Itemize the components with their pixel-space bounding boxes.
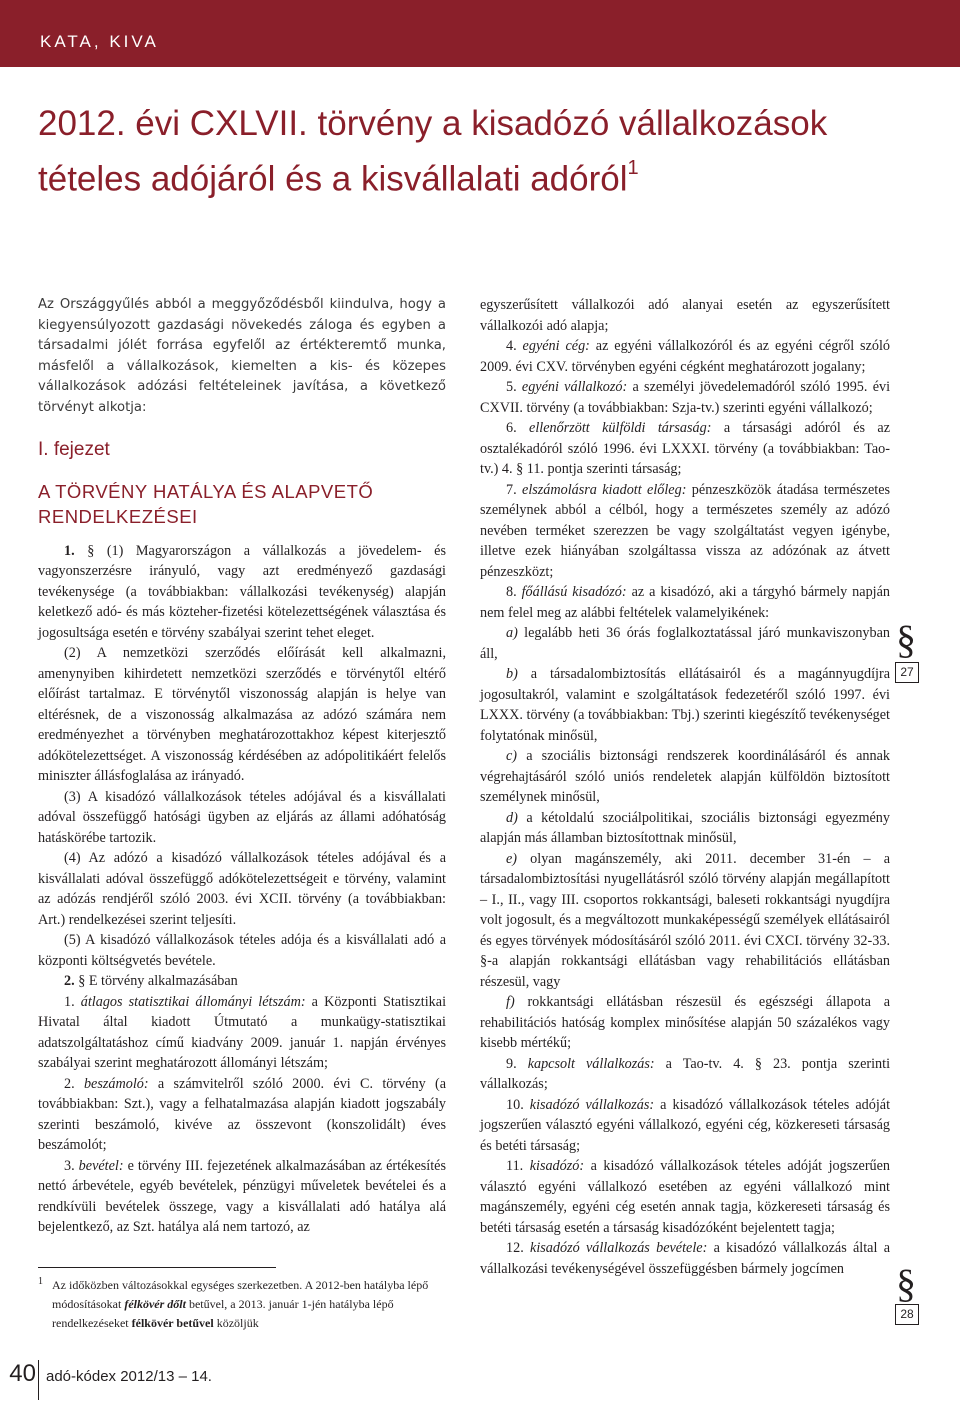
definition-term: kisadózó vállalkozás bevétele:: [530, 1240, 708, 1256]
definition-number: 4.: [506, 338, 517, 354]
definition-text: a kisadózó vállalkozás által a vállalkozási tevékenységével összefüggésben bármely jogcímen: [480, 1240, 891, 1277]
definition-12: [480, 1238, 890, 1279]
definition-text: e törvény III. fejezetének alkalmazásában az értékesítés nettó árbevétele, egyéb bevételek, pénzügyi műveletek bevételei és a rendkívüli bevételek összege, vagy a kisvállalati adó hatálya alá bejelentkező, az Szt. hatálya alá nem tartozó, az: [38, 1157, 446, 1235]
definition-text: a Központi Statisztikai Hivatal által kiadott Útmutató a munkaügy-statisztikai adatszolgáltatáshoz című kiadvány 2009. január 1. napján érvényes szabályai szerint meghatározott állományi létszám;: [38, 993, 447, 1071]
section-2-intro: [38, 971, 446, 992]
definition-text: a Tao-tv. 4. § 23. pontja szerinti vállalkozás;: [480, 1055, 891, 1092]
condition-letter: b): [506, 666, 518, 682]
definition-number: 10.: [506, 1096, 524, 1113]
definition-number: 3.: [64, 1157, 75, 1174]
definition-9: [480, 1054, 890, 1095]
definition-text: az egyéni vállalkozóról és az egyéni cégről szóló 2009. évi CXV. törvényben egyéni cégként meghatározott jogalany;: [480, 338, 891, 375]
footnote-mark: 1: [38, 1276, 43, 1287]
footer-divider: [38, 1360, 39, 1400]
left-column: [38, 295, 446, 1238]
section-number: 1.: [64, 542, 75, 559]
section-label: KATA, KIVA: [40, 32, 159, 51]
section-number: 2.: [64, 973, 75, 989]
margin-section-number: 28: [895, 1304, 919, 1325]
condition-text: a társadalombiztosítás ellátásairól és a magánnyugdíjra jogosultakról, valamint e szolgáltatások fedezetéről szóló 1997. évi LXXX. törvény (a továbbiakban: Tbj.) szerinti kiegészítő tevékenységet folytatónak minősül,: [480, 666, 890, 744]
right-column: [480, 295, 890, 1279]
definition-1: [38, 992, 446, 1074]
definition-text: az a kisadózó, aki a tárgyhó bármely napján nem felel meg az alábbi feltételek valamelyikének:: [480, 584, 890, 621]
document-title: [38, 100, 918, 204]
definition-term: kisadózó:: [529, 1158, 585, 1174]
definition-term: egyéni vállalkozó:: [521, 379, 628, 395]
definition-number: 7.: [506, 481, 517, 498]
footnote-bold-italic: félkövér dőlt: [124, 1297, 186, 1311]
definition-2: [38, 1074, 446, 1156]
condition-c: [480, 746, 890, 808]
footnote-bold: félkövér betűvel: [131, 1316, 214, 1330]
condition-a: [480, 623, 890, 664]
footnote-separator: [38, 1267, 276, 1268]
definition-number: 1.: [64, 993, 75, 1010]
definition-number: 6.: [506, 420, 517, 436]
footnote: [38, 1276, 446, 1333]
paragraph-text: § (1) Magyarországon a vállalkozás a jövedelem- és vagyonszerzésre irányuló, vagy azt eredményező gazdasági tevékenysége (a továbbiakban: vállalkozási tevékenység) alapján keletkező adó- és más közteher-fizetési kötelezettségének választása és jogosultsága esetén e törvény szabályai szerint tehet eleget.: [38, 542, 446, 641]
footnote-text-part: Az időközben változásokkal egységes szerkezetben. A 2012-ben hatályba lépő módosításokat: [52, 1278, 429, 1311]
definition-term: bevétel:: [78, 1157, 124, 1174]
definition-term: kisadózó vállalkozás:: [529, 1096, 655, 1113]
condition-letter: a): [506, 625, 518, 641]
condition-text: a kétoldalú szociálpolitikai, szociális biztonsági egyezmény alapján más államban biztosítottnak minősül,: [480, 809, 890, 846]
definition-number: 9.: [506, 1055, 517, 1072]
section-1-para-2: (2) A nemzetközi szerződés előírását kell alkalmazni, amenynyiben kihirdetett nemzetközi szerződés e törvénytől eltérő előírást tartalmaz. E törvénytől viszonosság alapján is helye van eltérésnek, de a viszonosság alkalmazása az adózó számára nem eredményezhet a törvényben meghatározottakhoz képest kiterjesztő adókötelezettséget. A viszonosság kérdésében az adópolitikáért felelős miniszter állásfoglalása az irányadó.: [38, 645, 446, 784]
definition-11: [480, 1156, 890, 1238]
footnote-text: [52, 1276, 446, 1333]
section-1-para-5: (5) A kisadózó vállalkozások tételes adója és a kisvállalati adó a központi költségvetés bevétele.: [38, 932, 446, 969]
condition-text: a szociális biztonsági rendszerek koordinálásáról és annak végrehajtásáról szóló uniós rendeletek alapján külföldön biztosított személynek minősül,: [480, 748, 891, 805]
definition-3: [38, 1156, 446, 1238]
header-bar: [0, 0, 960, 67]
definition-term: kapcsolt vállalkozás:: [527, 1055, 655, 1072]
definition-8: [480, 582, 890, 623]
definition-term: egyéni cég:: [522, 338, 590, 354]
condition-letter: d): [506, 809, 518, 826]
preamble: Az Országgyűlés abból a meggyőződésből kiindulva, hogy a kiegyensúlyozott gazdasági növekedés záloga és egyben a társadalmi jólét forrása egyfelől az értékteremtő munka, másfelől a vállalkozások, kiemelten a kis- és közepes vállalkozások adózási feltételeinek javítása, a következő törvényt alkotja:: [38, 297, 446, 415]
condition-b: [480, 664, 890, 746]
definition-text: pénzeszközök átadása természetes személynek abból a célból, hogy a természetes személy az adózó nevében terméket szerezzen be vagy szolgáltatást vegyen igénybe, illetve ezek hiányában szolgáltassa vissza az adózónak az átvett pénzeszközt;: [480, 481, 891, 580]
definition-number: 5.: [506, 379, 517, 395]
definition-10: [480, 1095, 890, 1157]
condition-e: [480, 849, 890, 993]
definition-text: a számvitelről szóló 2000. évi C. törvény (a továbbiakban: Szt.), vagy a felhatalmazása alapján kiadott jogszabály szerinti beszámoló, kivéve az összevont (konszolidált) éves beszámolót;: [38, 1075, 447, 1153]
condition-f: [480, 992, 890, 1054]
section-mark-icon: §: [896, 1261, 916, 1306]
definition-6: [480, 418, 890, 480]
definition-7: [480, 480, 890, 583]
definition-text: a kisadózó vállalkozások tételes adóját jogszerűen választó egyéni vállalkozó esetében az egyéni vállalkozó mint magánszemély, egyéni cég esetén annak tagja, közkereseti társaság és betéti társaság esetén a társaság kisadózóként bejelentett tagja;: [480, 1158, 891, 1236]
definition-5: [480, 377, 890, 418]
definition-term: ellenőrzött külföldi társaság:: [529, 420, 712, 436]
section-mark-icon: §: [896, 617, 916, 662]
section-1-para-3: (3) A kisadózó vállalkozások tételes adójával és a kisvállalati adóval összefüggő hatósági ügyben az eljárás az állami adóhatóság hatáskörébe tartozik.: [38, 788, 446, 846]
condition-d: [480, 808, 890, 849]
chapter-title: A TÖRVÉNY HATÁLYA ÉS ALAPVETŐ RENDELKEZÉSEI: [38, 480, 374, 527]
definition-term: elszámolásra kiadott előleg:: [522, 481, 687, 498]
definition-term: főállású kisadózó:: [521, 584, 627, 600]
definition-number: 12.: [506, 1240, 524, 1256]
continued-text: egyszerűsített vállalkozói adó alanyai esetén az egyszerűsített vállalkozói adó alapja;: [480, 297, 890, 334]
section-1-para-1: [38, 541, 446, 644]
definition-number: 2.: [64, 1075, 75, 1092]
definition-text: a társasági adóról és az osztalékadóról szóló 1996. évi LXXXI. törvény (a továbbiakban: Tao-tv.) 4. § 11. pontja szerinti társaság;: [480, 420, 890, 477]
condition-text: rokkantsági ellátásban részesül és egészségi állapota a rehabilitációs hatóság komplex minősítése alapján 50 százalékos vagy kisebb mértékű;: [480, 994, 890, 1051]
margin-section-number: 27: [895, 662, 919, 683]
paragraph-text: § E törvény alkalmazásában: [78, 973, 238, 989]
definition-text: a személyi jövedelemadóról szóló 1995. évi CXVII. törvény (a továbbiakban: Szja-tv.) szerinti egyéni vállalkozó;: [480, 379, 891, 416]
condition-letter: f): [506, 994, 515, 1010]
definition-number: 11.: [506, 1158, 524, 1174]
definition-4: [480, 336, 890, 377]
condition-letter: e): [506, 850, 518, 867]
definition-number: 8.: [506, 584, 517, 600]
section-1-para-4: (4) Az adózó a kisadózó vállalkozások tételes adójával és a kisvállalati adóval összefüggő adókötelezettségeit e törvény, valamint az adózás rendjéről szóló 2003. évi XCII. törvény (a továbbiakban: Art.) rendelkezései szerint teljesíti.: [38, 850, 446, 928]
condition-text: legalább heti 36 órás foglalkoztatással járó munkaviszonyban áll,: [480, 625, 891, 662]
definition-term: beszámoló:: [83, 1075, 149, 1092]
condition-letter: c): [506, 748, 518, 764]
footer-label: adó-kódex 2012/13 – 14.: [46, 1368, 212, 1385]
footnote-text-part: betűvel, a 2013. január 1-jén hatályba lépő rendelkezéseket: [52, 1297, 394, 1330]
definition-text: a kisadózó vállalkozások tételes adóját jogszerűen választó egyéni vállalkozó, egyéni cég, közkereseti társaság és betéti társaság;: [480, 1096, 891, 1154]
page-number: 40: [9, 1360, 36, 1387]
chapter-heading: I. fejezet: [38, 439, 110, 460]
title-footnote-ref[interactable]: 1: [627, 157, 639, 179]
footnote-text-part: közöljük: [216, 1316, 259, 1330]
condition-text: olyan magánszemély, aki 2011. december 31-én – a társadalombiztosítási nyugellátásról szóló törvény alapján megállapított – I., II., vagy III. csoportos rokkantsági, baleseti rokkantsági nyugdíjra volt jogosult, és a megváltozott munkaképességű személyek ellátásairól és egyes törvények módosításáról szóló 2011. évi CXCI. törvény 32-33. §-a alapján rokkantsági ellátásban vagy rehabilitációs ellátásban részesül, vagy: [480, 850, 890, 990]
definition-term: átlagos statisztikai állományi létszám:: [80, 993, 306, 1010]
title-text: 2012. évi CXLVII. törvény a kisadózó vállalkozások tételes adójáról és a kisvállalati adóról: [38, 104, 828, 199]
